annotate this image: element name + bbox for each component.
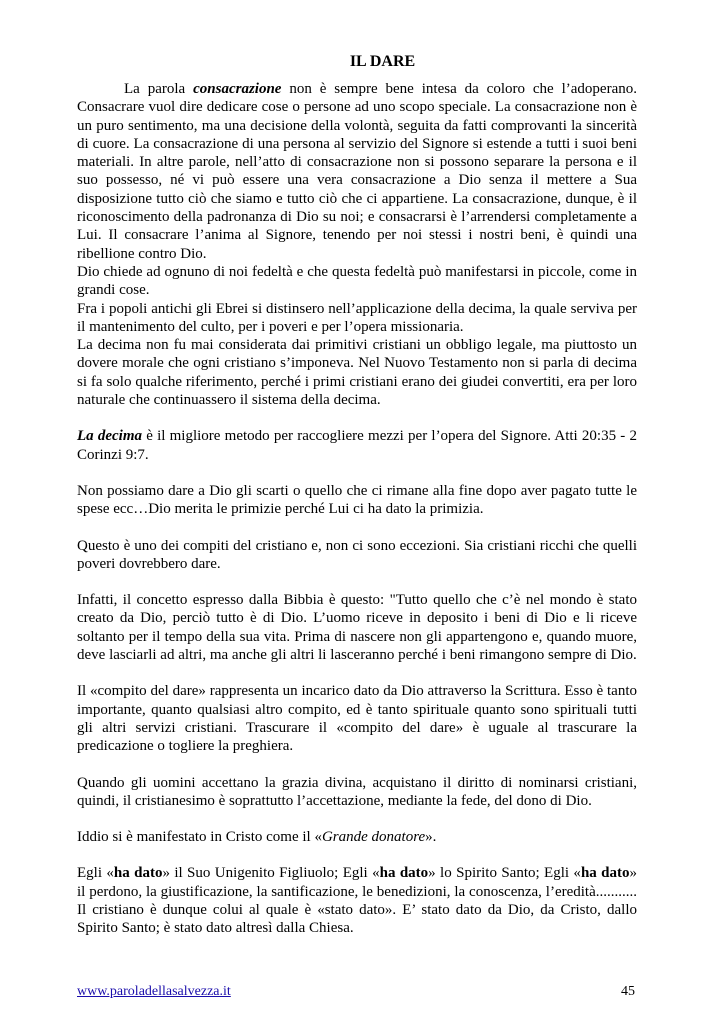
paragraph-grazia-divina: Quando gli uomini accettano la grazia divina, acquistano il diritto di nominarsi cristiani, quindi, il cristianesimo è soprattutto l’accettazione, mediante la fede, del dono di Dio. (77, 774, 637, 809)
page-title: IL DARE (349, 53, 416, 70)
paragraph-ha-dato: Egli «ha dato» il Suo Unigenito Figliuolo; Egli «ha dato» lo Spirito Santo; Egli «ha dato» il perdono, la giustificazione, la santificazione, le benedizioni, la conoscenza, l’eredità........... Il cristiano è dunque colui al quale è «stato dato». E’ stato dato da Dio, da Cristo, dallo Spirito Santo; è stato dato altresì dalla Chiesa. (77, 865, 637, 937)
paragraph-grande-donatore: Iddio si è manifestato in Cristo come il «Grande donatore». (77, 829, 437, 846)
paragraph-consacrazione: La parola consacrazione non è sempre bene intesa da coloro che l’adoperano. Consacrare vuol dire dedicare cose o persone ad uno scopo speciale. La consacrazione non è un puro sentimento, ma una decisione della volontà, seguita da fatti comprovanti la sincerità di cuore. La consacrazione di una persona al servizio del Signore si estende a tutti i suoi beni materiali. In altre parole, nell’atto di consacrazione non si possono separare la persona e il suo possesso, né vi può essere una vera consacrazione a Dio senza il mettere a Sua disposizione tutto ciò che siamo e tutto ciò che ci appartiene. La consacrazione, dunque, è il riconoscimento della padronanza di Dio su noi; e consacrarsi è l’arrendersi completamente a Lui. Il consacrare l’anima al Signore, tenendo per noi stessi i nostri beni, è quindi una ribellione contro Dio. (77, 81, 637, 262)
paragraph-decima-primitivi: La decima non fu mai considerata dai primitivi cristiani un obbligo legale, ma piuttosto un dovere morale che ogni cristiano s’imponeva. Nel Nuovo Testamento non si parla di decima si fa solo qualche riferimento, perché i primi cristiani erano dei giudei convertiti, era per loro naturale che continuassero il sistema della decima. (77, 337, 637, 409)
paragraph-primizie: Non possiamo dare a Dio gli scarti o quello che ci rimane alla fine dopo aver pagato tutte le spese ecc…Dio merita le primizie perché Lui ci ha dato la primizia. (77, 482, 637, 518)
paragraph-fedelta: Dio chiede ad ognuno di noi fedeltà e che questa fedeltà può manifestarsi in piccole, come in grandi cose. (77, 263, 637, 299)
page-number: 45 (621, 984, 635, 999)
paragraph-ebrei: Fra i popoli antichi gli Ebrei si distinsero nell’applicazione della decima, la quale serviva per il mantenimento del culto, per i poveri e per l’opera missionaria. (77, 300, 637, 335)
document-body (77, 80, 637, 938)
paragraph-concetto-bibbia: Infatti, il concetto espresso dalla Bibbia è questo: "Tutto quello che c’è nel mondo è stato creato da Dio, perciò tutto è di Dio. L’uomo riceve in deposito i beni di Dio e li riceve soltanto per il tempo della sua vita. Prima di nascere non gli appartengono e, quando muore, deve lasciarli ad altri, ma anche gli altri li lasceranno perché i beni rimangono sempre di Dio. (77, 592, 637, 664)
paragraph-compiti: Questo è uno dei compiti del cristiano e, non ci sono eccezioni. Sia cristiani ricchi che quelli poveri dovrebbero dare. (77, 537, 637, 572)
paragraph-compito-del-dare: Il «compito del dare» rappresenta un incarico dato da Dio attraverso la Scrittura. Esso è tanto importante, quanto qualsiasi altro compito, ed è tanto spirituale quanto sono spirituali tutti gli altri servizi cristiani. Trascurare il «compito del dare» è uguale al trascurare la predicazione o togliere la preghiera. (77, 683, 637, 755)
footer-website-link[interactable]: www.paroladellasalvezza.it (77, 984, 231, 999)
paragraph-la-decima: La decima è il migliore metodo per raccogliere mezzi per l’opera del Signore. Atti 20:35 - 2 Corinzi 9:7. (77, 428, 637, 463)
